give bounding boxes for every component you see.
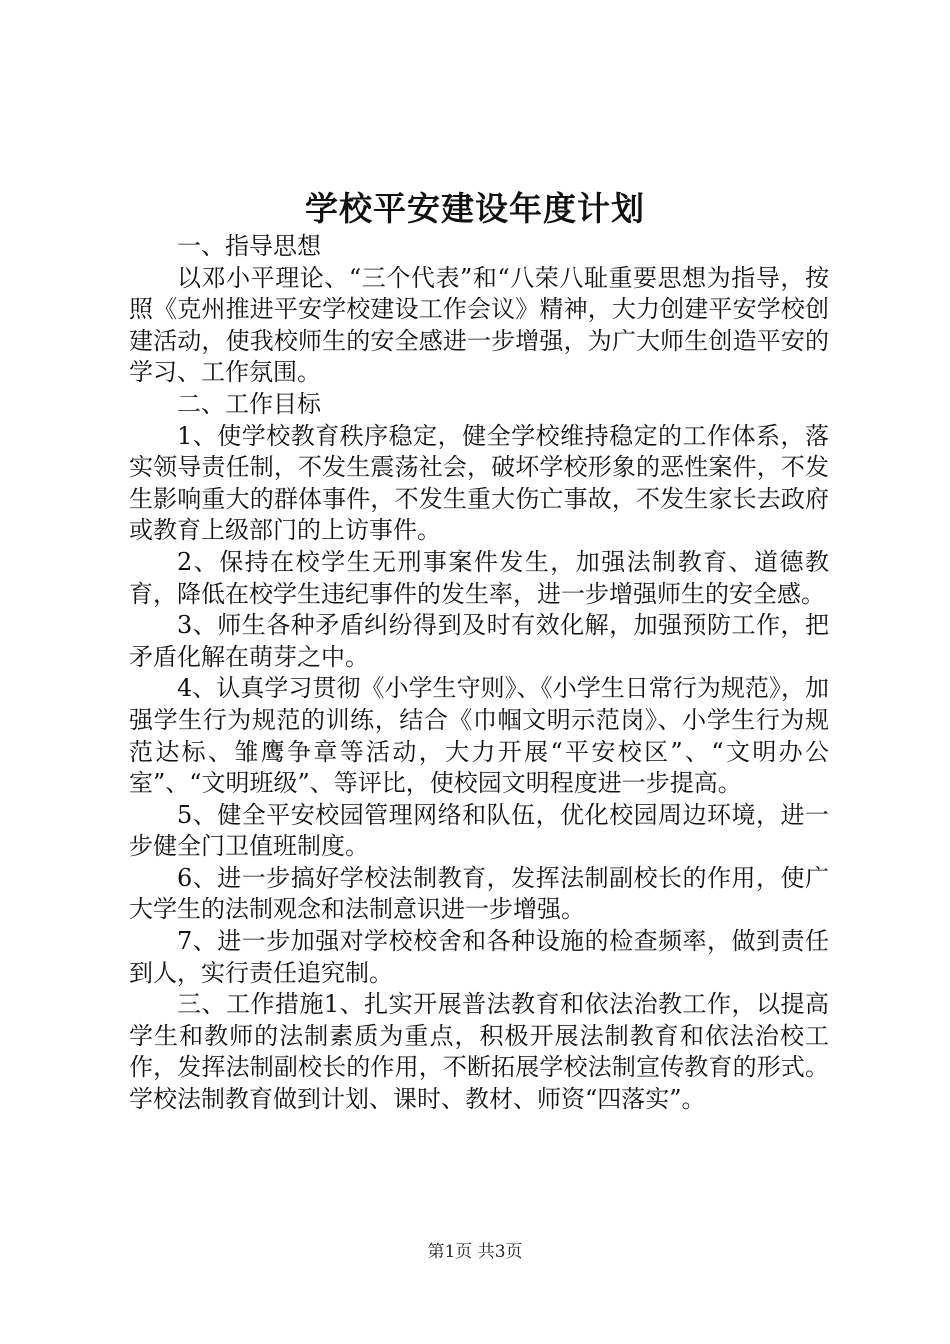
paragraph-goal-7: 7、进一步加强对学校校舍和各种设施的检查频率，做到责任到人，实行责任追究制。 — [129, 927, 829, 987]
paragraph-goal-1: 1、使学校教育秩序稳定，健全学校维持稳定的工作体系，落实领导责任制，不发生震荡社会，破坏学校形象的恶性案件，不发生影响重大的群体事件，不发生重大伤亡事故，不发生家长去政府或教育上级部门的上访事件。 — [129, 421, 829, 545]
document-title: 学校平安建设年度计划 — [305, 189, 645, 228]
section-heading-guiding-ideology: 一、指导思想 — [177, 232, 321, 260]
paragraph-goal-6: 6、进一步搞好学校法制教育，发挥法制副校长的作用，使广大学生的法制观念和法制意识进一步增强。 — [129, 863, 829, 924]
paragraph-goal-4: 4、认真学习贯彻《小学生守则》、《小学生日常行为规范》，加强学生行为规范的训练，结合《巾帼文明示范岗》、小学生行为规范达标、雏鹰争章等活动，大力开展“平安校区”、“文明办公室”、“文明班级”、等评比，使校园文明程度进一步提高。 — [129, 674, 829, 798]
document-body — [129, 231, 829, 1116]
section-heading-work-goals: 二、工作目标 — [177, 389, 321, 418]
paragraph-goal-2: 2、保持在校学生无刑事案件发生，加强法制教育、道德教育，降低在校学生违纪事件的发生率，进一步增强师生的安全感。 — [129, 547, 829, 608]
paragraph-goal-3: 3、师生各种矛盾纠纷得到及时有效化解，加强预防工作，把矛盾化解在萌芽之中。 — [129, 611, 829, 671]
paragraph-work-measures: 三、工作措施1、扎实开展普法教育和依法治教工作，以提高学生和教师的法制素质为重点，积极开展法制教育和依法治校工作，发挥法制副校长的作用，不断拓展学校法制宣传教育的形式。学校法制教育做到计划、课时、教材、师资“四落实”。 — [129, 990, 829, 1114]
paragraph-goal-5: 5、健全平安校园管理网络和队伍，优化校园周边环境，进一步健全门卫值班制度。 — [129, 800, 829, 861]
page-footer: 第1页 共3页 — [427, 1242, 523, 1262]
paragraph-guiding-ideology: 以邓小平理论、“三个代表”和“八荣八耻重要思想为指导，按照《克州推进平安学校建设工作会议》精神，大力创建平安学校创建活动，使我校师生的安全感进一步增强，为广大师生创造平安的学习、工作氛围。 — [129, 263, 829, 387]
